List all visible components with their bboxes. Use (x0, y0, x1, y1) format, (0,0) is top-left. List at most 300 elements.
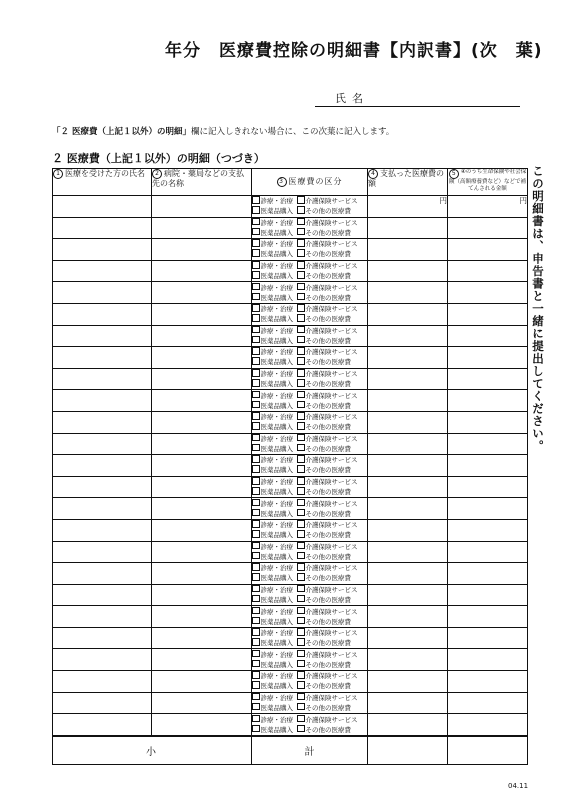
checkbox-medicine[interactable] (252, 703, 260, 711)
checkbox-medicine[interactable] (252, 422, 260, 430)
patient-name-cell[interactable] (53, 563, 152, 585)
patient-name-cell[interactable] (53, 368, 152, 390)
option-care-service: 介護保険サービス (305, 715, 358, 724)
option-medicine: 医薬品購入 (260, 617, 293, 626)
checkbox-other[interactable] (297, 487, 305, 495)
checkbox-treatment[interactable] (252, 628, 260, 636)
payee-name-cell[interactable] (152, 541, 252, 563)
option-care-service: 介護保険サービス (305, 585, 358, 594)
checkbox-medicine[interactable] (252, 249, 260, 257)
amount-cell[interactable] (368, 714, 448, 736)
reimbursed-cell[interactable] (448, 196, 528, 218)
patient-name-cell[interactable] (53, 541, 152, 563)
option-care-service: 介護保険サービス (305, 693, 358, 702)
checkbox-other[interactable] (297, 509, 305, 517)
option-other: その他の医療費 (305, 401, 351, 410)
checkbox-other[interactable] (297, 681, 305, 689)
amount-cell[interactable] (368, 519, 448, 541)
checkbox-medicine[interactable] (252, 444, 260, 452)
table-row (53, 347, 528, 369)
checkbox-care-service[interactable] (297, 261, 305, 269)
checkbox-medicine[interactable] (252, 293, 260, 301)
option-medicine: 医薬品購入 (260, 423, 293, 432)
category-cell (252, 303, 368, 325)
checkbox-medicine[interactable] (252, 530, 260, 538)
reimbursed-cell[interactable] (448, 390, 528, 412)
option-other: その他の医療費 (305, 509, 351, 518)
option-care-service: 介護保険サービス (305, 391, 358, 400)
checkbox-other[interactable] (297, 638, 305, 646)
checkbox-other[interactable] (297, 422, 305, 430)
column-header-amount: 4 支払った医療費の額 (368, 169, 448, 196)
reimbursed-cell[interactable] (448, 649, 528, 671)
amount-cell[interactable] (368, 217, 448, 239)
amount-cell[interactable] (368, 368, 448, 390)
payee-name-cell[interactable] (152, 390, 252, 412)
option-treatment: 診療・治療 (260, 456, 293, 465)
option-treatment: 診療・治療 (260, 283, 293, 292)
checkbox-care-service[interactable] (297, 607, 305, 615)
payee-name-cell[interactable] (152, 260, 252, 282)
patient-name-cell[interactable] (53, 196, 152, 218)
payee-name-cell[interactable] (152, 455, 252, 477)
name-field[interactable] (315, 90, 520, 107)
patient-name-cell[interactable] (53, 303, 152, 325)
checkbox-medicine[interactable] (252, 228, 260, 236)
checkbox-other[interactable] (297, 552, 305, 560)
checkbox-medicine[interactable] (252, 660, 260, 668)
option-care-service: 介護保険サービス (305, 456, 358, 465)
checkbox-care-service[interactable] (297, 477, 305, 485)
subtotal-row (53, 736, 528, 765)
patient-name-cell[interactable] (53, 714, 152, 736)
amount-cell[interactable] (368, 563, 448, 585)
reimbursed-cell[interactable] (448, 347, 528, 369)
amount-cell[interactable] (368, 476, 448, 498)
checkbox-other[interactable] (297, 314, 305, 322)
checkbox-care-service[interactable] (297, 693, 305, 701)
checkbox-other[interactable] (297, 595, 305, 603)
checkbox-treatment[interactable] (252, 585, 260, 593)
amount-cell[interactable] (368, 584, 448, 606)
option-other: その他の医療費 (305, 595, 351, 604)
checkbox-treatment[interactable] (252, 607, 260, 615)
option-treatment: 診療・治療 (260, 693, 293, 702)
category-cell (252, 433, 368, 455)
checkbox-other[interactable] (297, 271, 305, 279)
reimbursed-cell[interactable] (448, 411, 528, 433)
patient-name-cell[interactable] (53, 411, 152, 433)
category-cell (252, 260, 368, 282)
checkbox-treatment[interactable] (252, 239, 260, 247)
checkbox-care-service[interactable] (297, 239, 305, 247)
checkbox-medicine[interactable] (252, 465, 260, 473)
checkbox-treatment[interactable] (252, 369, 260, 377)
category-cell (252, 584, 368, 606)
checkbox-treatment[interactable] (252, 434, 260, 442)
payee-name-cell[interactable] (152, 411, 252, 433)
option-care-service: 介護保険サービス (305, 413, 358, 422)
checkbox-medicine[interactable] (252, 206, 260, 214)
checkbox-care-service[interactable] (297, 542, 305, 550)
payee-name-cell[interactable] (152, 649, 252, 671)
category-cell (252, 671, 368, 693)
option-other: その他の医療費 (305, 207, 351, 216)
patient-name-cell[interactable] (53, 606, 152, 628)
option-other: その他の医療費 (305, 725, 351, 734)
payee-name-cell[interactable] (152, 282, 252, 304)
checkbox-treatment[interactable] (252, 650, 260, 658)
category-cell (252, 390, 368, 412)
checkbox-medicine[interactable] (252, 271, 260, 279)
checkbox-care-service[interactable] (297, 391, 305, 399)
checkbox-treatment[interactable] (252, 218, 260, 226)
amount-cell[interactable] (368, 390, 448, 412)
table-row (53, 584, 528, 606)
reimbursed-cell[interactable] (448, 519, 528, 541)
category-cell (252, 692, 368, 714)
column-header-category: 3 医療費の区分 (252, 169, 368, 196)
option-treatment: 診療・治療 (260, 326, 293, 335)
checkbox-medicine[interactable] (252, 638, 260, 646)
checkbox-other[interactable] (297, 379, 305, 387)
table-row (53, 671, 528, 693)
option-other: その他の医療費 (305, 682, 351, 691)
payee-name-cell[interactable] (152, 217, 252, 239)
patient-name-cell[interactable] (53, 584, 152, 606)
checkbox-treatment[interactable] (252, 304, 260, 312)
patient-name-cell[interactable] (53, 627, 152, 649)
payee-name-cell[interactable] (152, 476, 252, 498)
option-care-service: 介護保険サービス (305, 326, 358, 335)
instruction-note (52, 125, 394, 137)
reimbursed-cell[interactable] (448, 714, 528, 736)
instruction-note-bold: 「２ 医療費（上記１以外）の明細」 (52, 127, 191, 137)
checkbox-medicine[interactable] (252, 314, 260, 322)
payee-name-cell[interactable] (152, 368, 252, 390)
payee-name-cell[interactable] (152, 714, 252, 736)
option-other: その他の医療費 (305, 336, 351, 345)
amount-cell[interactable] (368, 347, 448, 369)
option-care-service: 介護保険サービス (305, 672, 358, 681)
checkbox-treatment[interactable] (252, 261, 260, 269)
option-other: その他の医療費 (305, 639, 351, 648)
option-treatment: 診療・治療 (260, 240, 293, 249)
patient-name-cell[interactable] (53, 476, 152, 498)
checkbox-treatment[interactable] (252, 196, 260, 204)
checkbox-treatment[interactable] (252, 283, 260, 291)
table-row (53, 519, 528, 541)
category-cell (252, 217, 368, 239)
amount-cell[interactable] (368, 303, 448, 325)
checkbox-treatment[interactable] (252, 520, 260, 528)
checkbox-care-service[interactable] (297, 520, 305, 528)
checkbox-care-service[interactable] (297, 218, 305, 226)
payee-name-cell[interactable] (152, 563, 252, 585)
page-title: 年分 医療費控除の明細書【内訳書】(次 葉) (165, 41, 543, 61)
checkbox-medicine[interactable] (252, 552, 260, 560)
category-cell (252, 196, 368, 218)
reimbursed-cell[interactable] (448, 563, 528, 585)
checkbox-treatment[interactable] (252, 542, 260, 550)
checkbox-medicine[interactable] (252, 573, 260, 581)
option-medicine: 医薬品購入 (260, 574, 293, 583)
amount-cell[interactable] (368, 239, 448, 261)
reimbursed-cell[interactable] (448, 282, 528, 304)
checkbox-care-service[interactable] (297, 347, 305, 355)
option-medicine: 医薬品購入 (260, 293, 293, 302)
payee-name-cell[interactable] (152, 627, 252, 649)
checkbox-medicine[interactable] (252, 617, 260, 625)
checkbox-other[interactable] (297, 617, 305, 625)
option-care-service: 介護保険サービス (305, 542, 358, 551)
option-medicine: 医薬品購入 (260, 725, 293, 734)
column-header-patient: 1 医療を受けた方の氏名 (53, 169, 152, 196)
table-header-row (53, 169, 528, 196)
option-treatment: 診療・治療 (260, 715, 293, 724)
payee-name-cell[interactable] (152, 239, 252, 261)
checkbox-treatment[interactable] (252, 477, 260, 485)
name-label: 氏名 (335, 92, 369, 105)
category-cell (252, 347, 368, 369)
option-medicine: 医薬品購入 (260, 531, 293, 540)
option-care-service: 介護保険サービス (305, 197, 358, 206)
reimbursed-cell[interactable] (448, 433, 528, 455)
option-other: その他の医療費 (305, 358, 351, 367)
option-care-service: 介護保険サービス (305, 629, 358, 638)
checkbox-treatment[interactable] (252, 671, 260, 679)
option-care-service: 介護保険サービス (305, 305, 358, 314)
amount-cell[interactable] (368, 692, 448, 714)
amount-cell[interactable] (368, 671, 448, 693)
checkbox-care-service[interactable] (297, 455, 305, 463)
patient-name-cell[interactable] (53, 217, 152, 239)
reimbursed-cell[interactable] (448, 217, 528, 239)
checkbox-other[interactable] (297, 660, 305, 668)
amount-cell[interactable] (368, 627, 448, 649)
option-other: その他の医療費 (305, 444, 351, 453)
reimbursed-cell[interactable] (448, 584, 528, 606)
category-cell (252, 519, 368, 541)
checkbox-care-service[interactable] (297, 196, 305, 204)
option-other: その他の医療費 (305, 228, 351, 237)
patient-name-cell[interactable] (53, 390, 152, 412)
reimbursed-cell[interactable] (448, 368, 528, 390)
amount-cell[interactable] (368, 606, 448, 628)
checkbox-medicine[interactable] (252, 487, 260, 495)
payee-name-cell[interactable] (152, 196, 252, 218)
amount-cell[interactable] (368, 649, 448, 671)
payee-name-cell[interactable] (152, 347, 252, 369)
patient-name-cell[interactable] (53, 239, 152, 261)
table-row (53, 455, 528, 477)
reimbursed-cell[interactable] (448, 498, 528, 520)
patient-name-cell[interactable] (53, 649, 152, 671)
checkbox-care-service[interactable] (297, 412, 305, 420)
checkbox-medicine[interactable] (252, 681, 260, 689)
checkbox-care-service[interactable] (297, 369, 305, 377)
reimbursed-cell[interactable] (448, 303, 528, 325)
option-medicine: 医薬品購入 (260, 272, 293, 281)
checkbox-care-service[interactable] (297, 434, 305, 442)
checkbox-other[interactable] (297, 703, 305, 711)
subtotal-amount-cell[interactable] (368, 736, 448, 765)
reimbursed-cell[interactable] (448, 541, 528, 563)
checkbox-medicine[interactable] (252, 401, 260, 409)
checkbox-care-service[interactable] (297, 585, 305, 593)
patient-name-cell[interactable] (53, 671, 152, 693)
option-other: その他の医療費 (305, 250, 351, 259)
option-other: その他の医療費 (305, 380, 351, 389)
checkbox-care-service[interactable] (297, 563, 305, 571)
amount-cell[interactable] (368, 455, 448, 477)
option-other: その他の医療費 (305, 272, 351, 281)
checkbox-treatment[interactable] (252, 715, 260, 723)
checkbox-medicine[interactable] (252, 595, 260, 603)
payee-name-cell[interactable] (152, 303, 252, 325)
amount-cell[interactable] (368, 325, 448, 347)
checkbox-other[interactable] (297, 249, 305, 257)
patient-name-cell[interactable] (53, 325, 152, 347)
reimbursed-cell[interactable] (448, 671, 528, 693)
checkbox-other[interactable] (297, 465, 305, 473)
option-treatment: 診療・治療 (260, 391, 293, 400)
category-cell (252, 498, 368, 520)
checkbox-care-service[interactable] (297, 671, 305, 679)
payee-name-cell[interactable] (152, 671, 252, 693)
patient-name-cell[interactable] (53, 455, 152, 477)
checkbox-care-service[interactable] (297, 628, 305, 636)
amount-cell[interactable] (368, 260, 448, 282)
category-cell (252, 649, 368, 671)
patient-name-cell[interactable] (53, 347, 152, 369)
checkbox-treatment[interactable] (252, 499, 260, 507)
payee-name-cell[interactable] (152, 692, 252, 714)
table-row (53, 368, 528, 390)
option-other: その他の医療費 (305, 574, 351, 583)
option-care-service: 介護保険サービス (305, 434, 358, 443)
checkbox-care-service[interactable] (297, 283, 305, 291)
category-cell (252, 368, 368, 390)
checkbox-medicine[interactable] (252, 336, 260, 344)
table-row (53, 411, 528, 433)
checkbox-medicine[interactable] (252, 509, 260, 517)
amount-cell[interactable] (368, 411, 448, 433)
option-treatment: 診療・治療 (260, 218, 293, 227)
amount-cell[interactable] (368, 282, 448, 304)
yen-unit: 円 (439, 196, 447, 205)
amount-cell[interactable] (368, 196, 448, 218)
option-medicine: 医薬品購入 (260, 595, 293, 604)
reimbursed-cell[interactable] (448, 627, 528, 649)
checkbox-care-service[interactable] (297, 499, 305, 507)
option-treatment: 診療・治療 (260, 499, 293, 508)
table-row (53, 217, 528, 239)
table-row (53, 476, 528, 498)
table-row (53, 303, 528, 325)
checkbox-medicine[interactable] (252, 725, 260, 733)
patient-name-cell[interactable] (53, 692, 152, 714)
reimbursed-cell[interactable] (448, 606, 528, 628)
column-header-payee: 2 病院・薬局などの支払先の名称 (152, 169, 252, 196)
checkbox-other[interactable] (297, 336, 305, 344)
checkbox-treatment[interactable] (252, 563, 260, 571)
checkbox-other[interactable] (297, 573, 305, 581)
category-cell (252, 714, 368, 736)
category-cell (252, 563, 368, 585)
table-row (53, 714, 528, 736)
checkbox-care-service[interactable] (297, 650, 305, 658)
option-treatment: 診療・治療 (260, 564, 293, 573)
option-care-service: 介護保険サービス (305, 262, 358, 271)
checkbox-treatment[interactable] (252, 391, 260, 399)
subtotal-reimbursed-cell[interactable] (448, 736, 528, 765)
payee-name-cell[interactable] (152, 584, 252, 606)
amount-cell[interactable] (368, 433, 448, 455)
payee-name-cell[interactable] (152, 433, 252, 455)
patient-name-cell[interactable] (53, 433, 152, 455)
checkbox-medicine[interactable] (252, 379, 260, 387)
amount-cell[interactable] (368, 498, 448, 520)
option-other: その他の医療費 (305, 617, 351, 626)
patient-name-cell[interactable] (53, 282, 152, 304)
reimbursed-cell[interactable] (448, 476, 528, 498)
checkbox-medicine[interactable] (252, 357, 260, 365)
reimbursed-cell[interactable] (448, 239, 528, 261)
side-instruction: この明細書は、申告書と一緒に提出してください。 (531, 165, 545, 453)
payee-name-cell[interactable] (152, 498, 252, 520)
checkbox-other[interactable] (297, 228, 305, 236)
checkbox-other[interactable] (297, 725, 305, 733)
checkbox-other[interactable] (297, 293, 305, 301)
checkbox-other[interactable] (297, 530, 305, 538)
option-care-service: 介護保険サービス (305, 521, 358, 530)
patient-name-cell[interactable] (53, 260, 152, 282)
checkbox-care-service[interactable] (297, 304, 305, 312)
checkbox-care-service[interactable] (297, 715, 305, 723)
checkbox-other[interactable] (297, 401, 305, 409)
payee-name-cell[interactable] (152, 325, 252, 347)
patient-name-cell[interactable] (53, 519, 152, 541)
option-other: その他の医療費 (305, 315, 351, 324)
checkbox-other[interactable] (297, 444, 305, 452)
reimbursed-cell[interactable] (448, 260, 528, 282)
category-cell (252, 606, 368, 628)
payee-name-cell[interactable] (152, 606, 252, 628)
checkbox-care-service[interactable] (297, 326, 305, 334)
option-other: その他の医療費 (305, 293, 351, 302)
option-other: その他の医療費 (305, 552, 351, 561)
amount-cell[interactable] (368, 541, 448, 563)
reimbursed-cell[interactable] (448, 325, 528, 347)
patient-name-cell[interactable] (53, 498, 152, 520)
checkbox-other[interactable] (297, 206, 305, 214)
checkbox-treatment[interactable] (252, 326, 260, 334)
checkbox-treatment[interactable] (252, 347, 260, 355)
payee-name-cell[interactable] (152, 519, 252, 541)
reimbursed-cell[interactable] (448, 692, 528, 714)
reimbursed-cell[interactable] (448, 455, 528, 477)
table-row (53, 282, 528, 304)
checkbox-treatment[interactable] (252, 412, 260, 420)
checkbox-treatment[interactable] (252, 693, 260, 701)
option-treatment: 診療・治療 (260, 650, 293, 659)
checkbox-other[interactable] (297, 357, 305, 365)
table-row (53, 563, 528, 585)
option-treatment: 診療・治療 (260, 672, 293, 681)
checkbox-treatment[interactable] (252, 455, 260, 463)
option-treatment: 診療・治療 (260, 262, 293, 271)
